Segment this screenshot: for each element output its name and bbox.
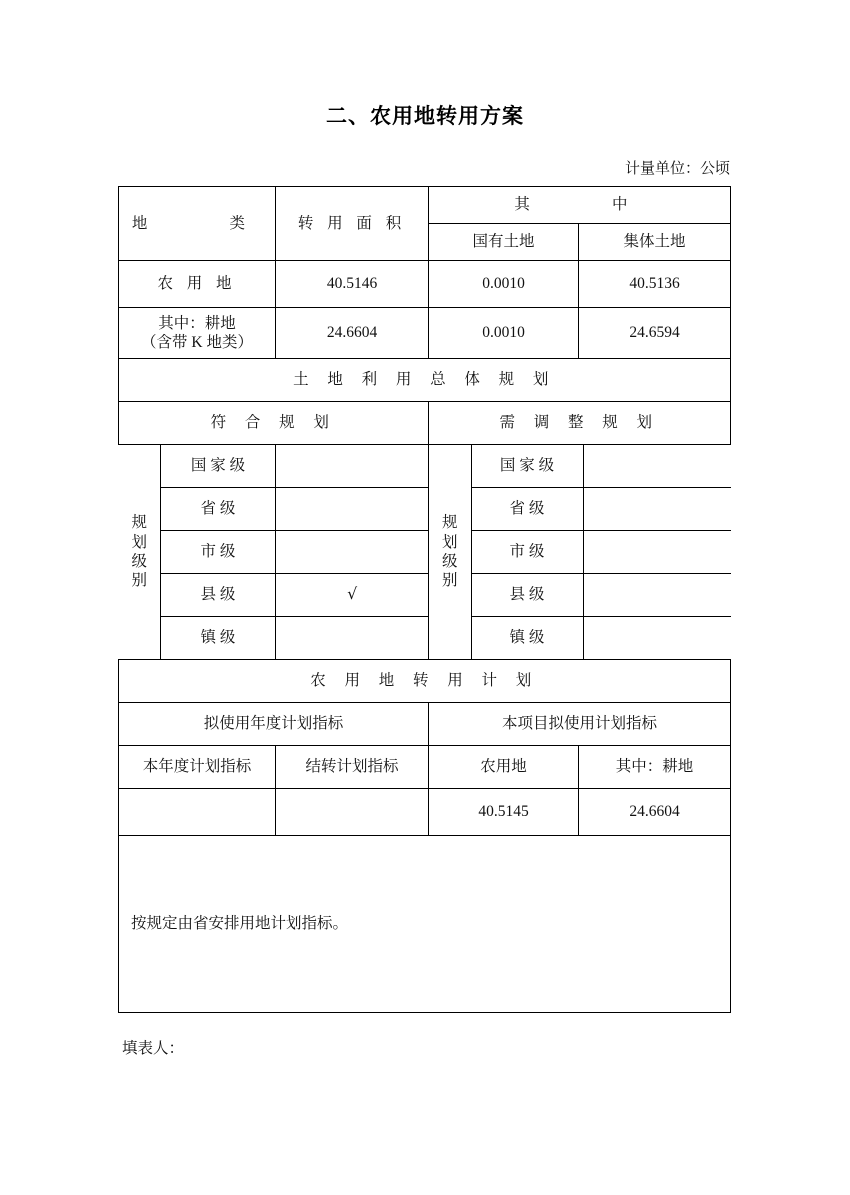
subheader-agricultural-land: 农用地 (429, 746, 579, 789)
form-filler-label: 填表人： (122, 1040, 185, 1057)
left-level-mark-municipal (276, 531, 429, 574)
right-plan-level-label-char-2: 划 (441, 533, 458, 551)
right-level-mark-town[interactable] (583, 617, 731, 660)
plan-level-row (429, 574, 731, 617)
left-level-name-county: 县 级 (161, 574, 276, 617)
table-header-row (119, 187, 731, 224)
header-converted-area: 转 用 面 积 (276, 187, 429, 261)
conversion-plan-subheader-row (119, 746, 731, 789)
plan-level-row (119, 574, 429, 617)
right-level-name-municipal: 市 级 (471, 531, 583, 574)
left-level-name-national: 国 家 级 (161, 445, 276, 488)
page-title: 二、农用地转用方案 (326, 105, 524, 128)
right-plan-level-label (429, 445, 471, 659)
header-state-owned-land: 国有土地 (429, 224, 579, 261)
left-plan-level-label-char-4: 别 (131, 572, 147, 590)
right-level-mark-national[interactable] (583, 445, 731, 488)
header-among-which: 其 中 (429, 187, 731, 224)
table-row (119, 261, 731, 308)
subheader-carryover-quota: 结转计划指标 (276, 746, 429, 789)
right-level-name-county: 县 级 (471, 574, 583, 617)
agricultural-land-conversion-table (118, 186, 731, 1013)
left-level-mark-provincial (276, 488, 429, 531)
value-of-which-cultivated: 24.6604 (579, 789, 731, 836)
left-plan-levels-block (119, 445, 429, 660)
right-level-mark-provincial[interactable] (583, 488, 731, 531)
right-plan-levels-block (429, 445, 731, 660)
left-plan-level-label-char-3: 级 (131, 553, 147, 570)
cell-converted-area-cultivated: 24.6604 (276, 308, 429, 359)
plan-group-header-row (119, 402, 731, 445)
left-level-name-municipal: 市 级 (161, 531, 276, 574)
cell-land-type-agricultural: 农 用 地 (119, 261, 276, 308)
right-level-name-provincial: 省 级 (471, 488, 583, 531)
conversion-plan-values-row (119, 789, 731, 836)
value-agricultural-land: 40.5145 (429, 789, 579, 836)
plan-level-row (119, 617, 429, 660)
note-text: 按规定由省安排用地计划指标。 (119, 836, 731, 1013)
left-level-name-town: 镇 级 (161, 617, 276, 660)
overall-plan-band-row (119, 359, 731, 402)
plan-level-row (429, 617, 731, 660)
right-plan-level-label-char-1: 规 (441, 514, 458, 532)
cell-collective-cultivated: 24.6594 (579, 308, 731, 359)
note-row (119, 836, 731, 1013)
subheader-of-which-cultivated: 其中：耕地 (579, 746, 731, 789)
table-row (119, 308, 731, 359)
right-level-mark-municipal[interactable] (583, 531, 731, 574)
plan-level-row (119, 445, 429, 488)
cell-collective-agricultural: 40.5136 (579, 261, 731, 308)
left-level-mark-town (276, 617, 429, 660)
cell-land-type-cultivated (119, 308, 276, 359)
plan-level-row (429, 531, 731, 574)
group-needs-plan-adjustment: 需 调 整 规 划 (429, 402, 731, 445)
left-plan-level-label (119, 445, 161, 659)
conversion-plan-band-row (119, 660, 731, 703)
plan-level-row (119, 488, 429, 531)
right-level-name-national: 国 家 级 (471, 445, 583, 488)
header-land-type: 地 类 (119, 187, 276, 261)
value-carryover-quota[interactable] (276, 789, 429, 836)
cell-state-owned-agricultural: 0.0010 (429, 261, 579, 308)
right-level-mark-county[interactable] (583, 574, 731, 617)
plan-level-row (119, 531, 429, 574)
group-conforms-to-plan: 符 合 规 划 (119, 402, 429, 445)
plan-level-row (429, 488, 731, 531)
plan-level-row (429, 445, 731, 488)
left-level-mark-county-checkmark-icon[interactable]: √ (276, 574, 429, 617)
left-plan-level-label-char-2: 划 (131, 533, 147, 551)
header-collective-land: 集体土地 (579, 224, 731, 261)
right-level-name-town: 镇 级 (471, 617, 583, 660)
plan-levels-row (119, 445, 731, 660)
right-plan-level-label-char-4: 别 (441, 572, 458, 590)
measurement-unit-note: 计量单位：公顷 (624, 161, 730, 177)
cell-converted-area-agricultural: 40.5146 (276, 261, 429, 308)
band-agricultural-conversion-plan: 农 用 地 转 用 计 划 (119, 660, 731, 703)
value-current-year-quota[interactable] (119, 789, 276, 836)
conversion-plan-group-row (119, 703, 731, 746)
left-plan-level-label-char-1: 规 (131, 514, 147, 532)
group-annual-plan-quota: 拟使用年度计划指标 (119, 703, 429, 746)
left-level-name-provincial: 省 级 (161, 488, 276, 531)
right-plan-level-label-char-3: 级 (441, 553, 458, 570)
group-project-plan-quota: 本项目拟使用计划指标 (429, 703, 731, 746)
cell-land-type-cultivated-line1: 其中：耕地 (158, 314, 236, 332)
cell-state-owned-cultivated: 0.0010 (429, 308, 579, 359)
subheader-current-year-quota: 本年度计划指标 (119, 746, 276, 789)
left-level-mark-national (276, 445, 429, 488)
band-overall-land-use-plan: 土 地 利 用 总 体 规 划 (119, 359, 731, 402)
cell-land-type-cultivated-line2: （含带 K 地类） (141, 334, 253, 351)
